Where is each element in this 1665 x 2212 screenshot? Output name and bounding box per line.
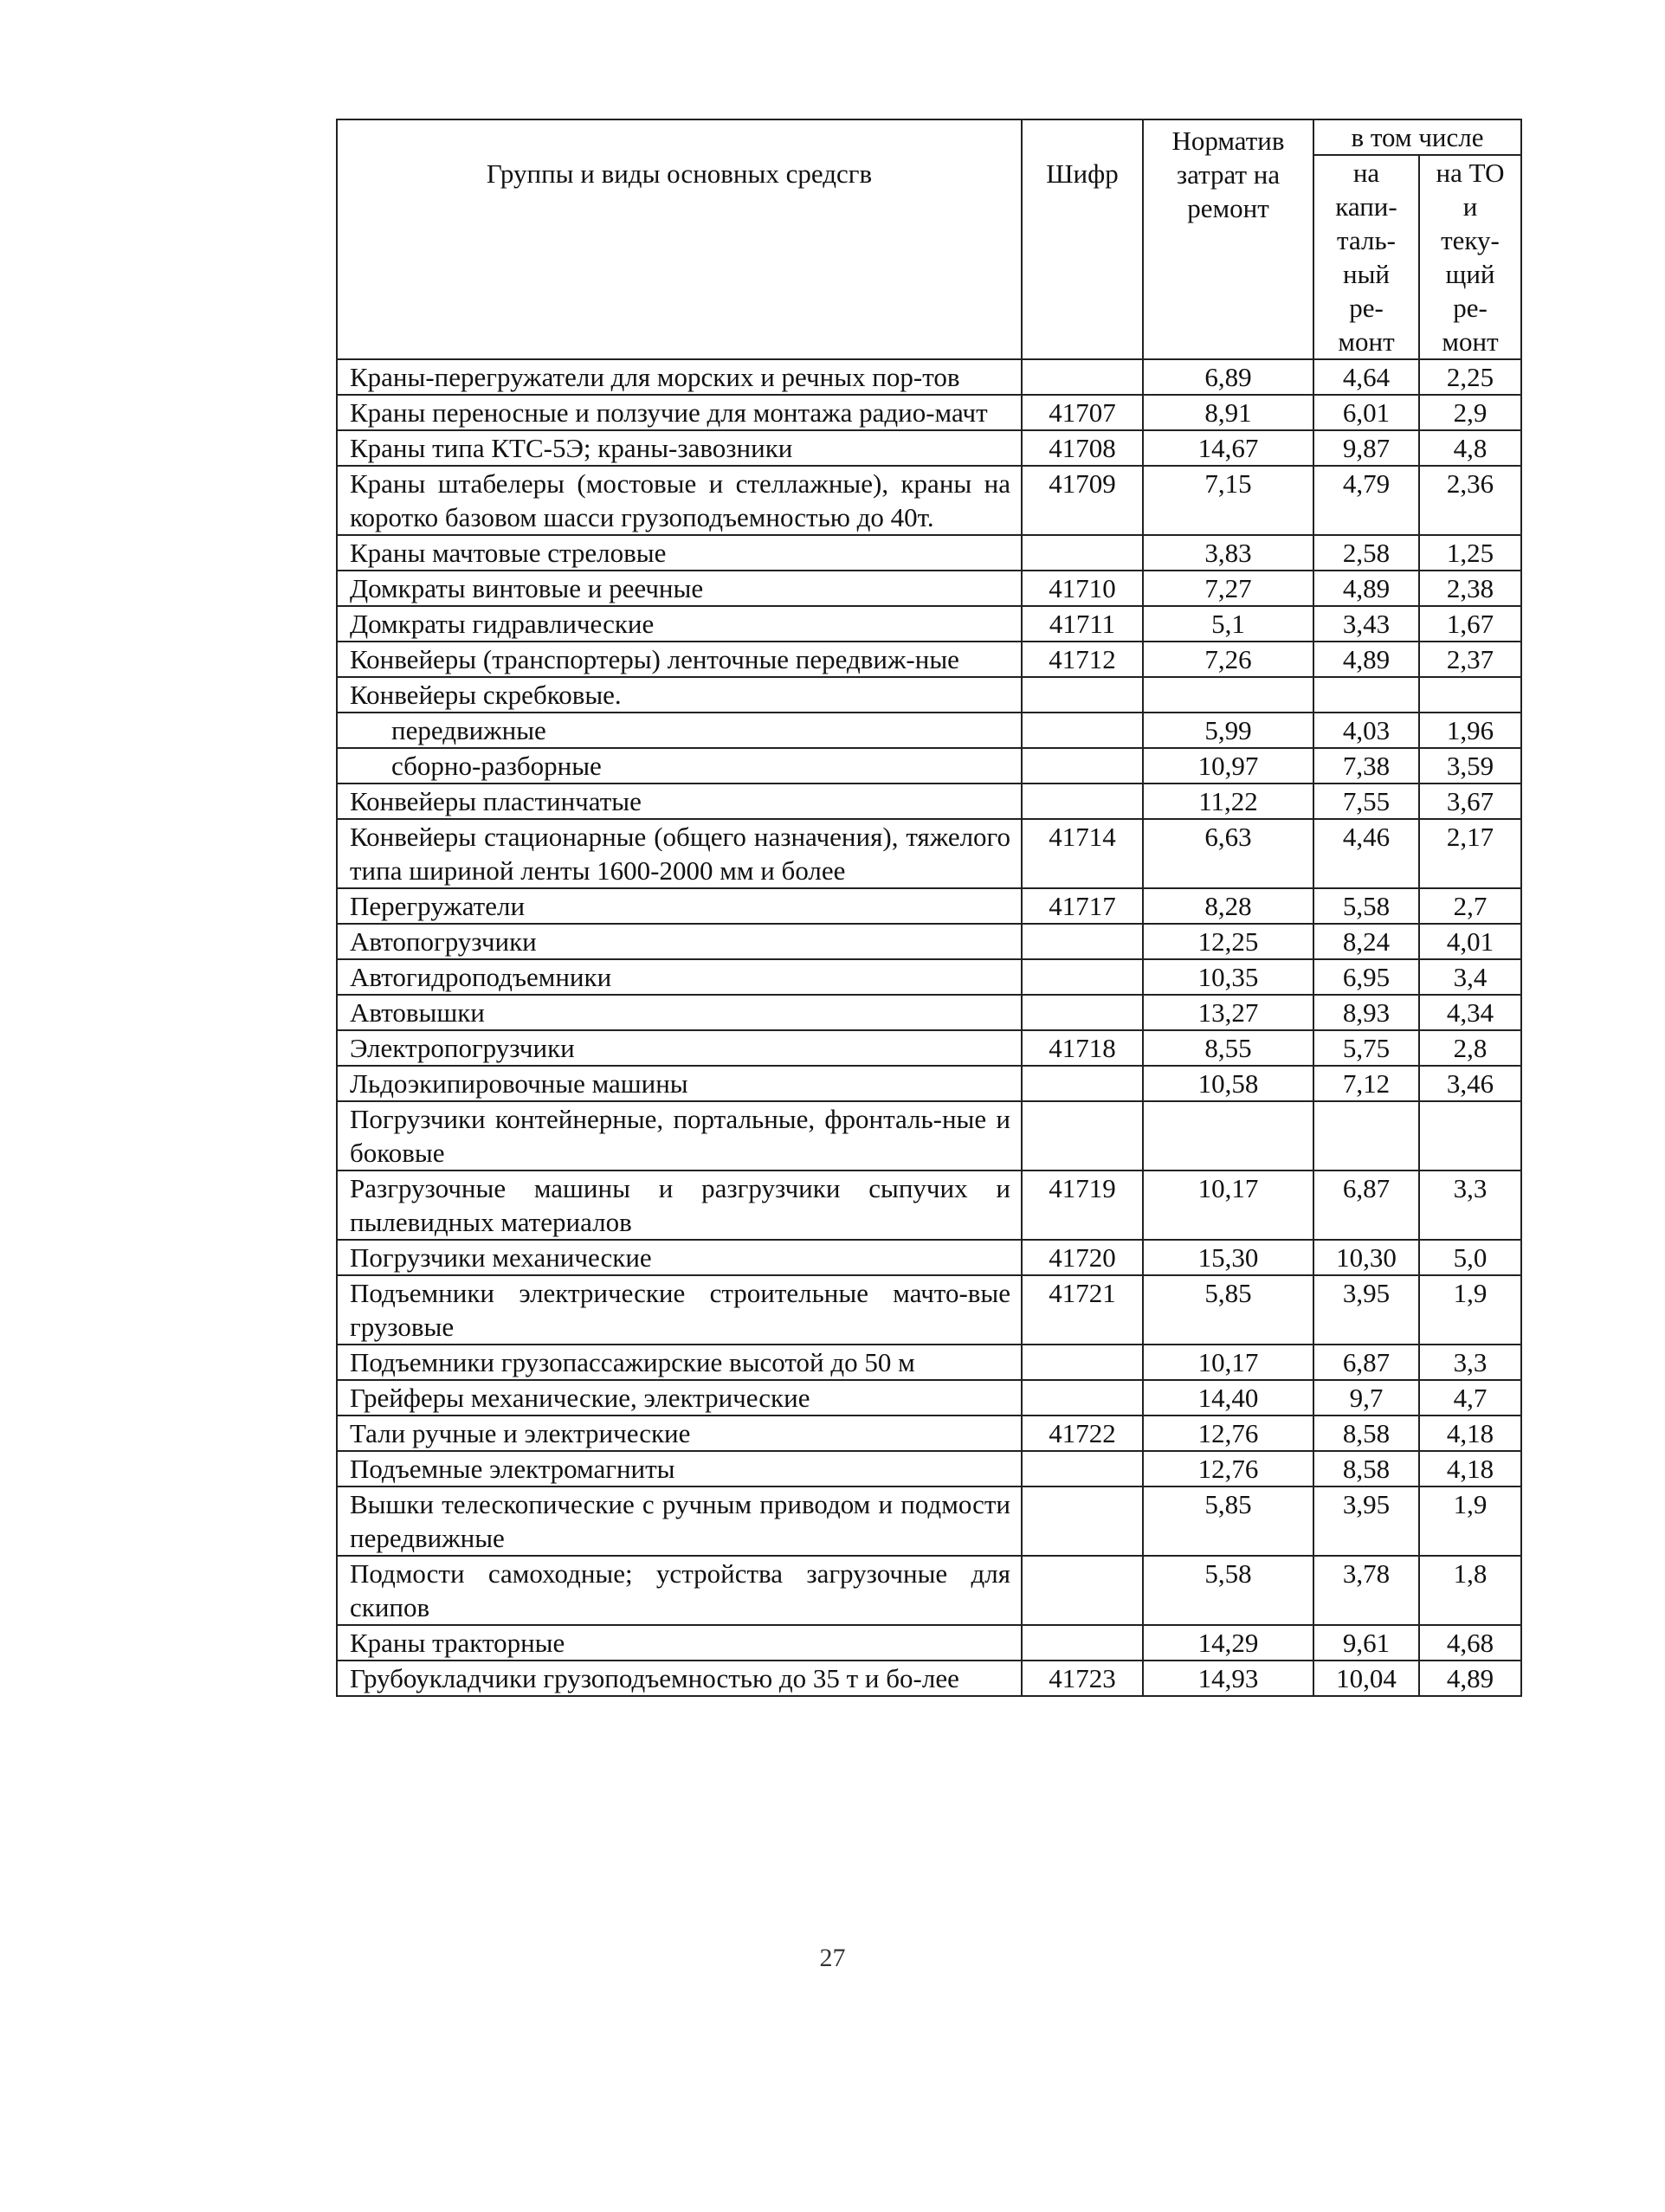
row-cipher: 41711: [1022, 606, 1143, 642]
row-name: Домкраты винтовые и реечные: [337, 571, 1022, 606]
table-row: [337, 713, 1521, 748]
row-cipher: [1022, 713, 1143, 748]
row-capital: 9,87: [1313, 430, 1419, 466]
row-name: Подмости самоходные; устройства загрузочные для скипов: [337, 1556, 1022, 1625]
row-capital: 10,04: [1313, 1661, 1419, 1696]
row-to: 1,67: [1419, 606, 1521, 642]
row-to: 2,9: [1419, 395, 1521, 430]
row-name: Грубоукладчики грузоподъемностью до 35 т и бо-лее: [337, 1661, 1022, 1696]
row-to: 3,3: [1419, 1345, 1521, 1380]
row-to: [1419, 1101, 1521, 1170]
row-norm: [1143, 1101, 1313, 1170]
table-row: [337, 1451, 1521, 1486]
row-cipher: 41714: [1022, 819, 1143, 888]
row-capital: 7,12: [1313, 1066, 1419, 1101]
table-row: [337, 888, 1521, 924]
row-capital: 6,95: [1313, 959, 1419, 995]
row-capital: 7,55: [1313, 784, 1419, 819]
table-row: [337, 1030, 1521, 1066]
row-to: 3,3: [1419, 1170, 1521, 1240]
row-to: 3,46: [1419, 1066, 1521, 1101]
row-norm: 11,22: [1143, 784, 1313, 819]
row-norm: 6,63: [1143, 819, 1313, 888]
row-capital: 9,61: [1313, 1625, 1419, 1661]
row-cipher: [1022, 677, 1143, 713]
row-name: Тали ручные и электрические: [337, 1416, 1022, 1451]
row-norm: 7,15: [1143, 466, 1313, 535]
row-cipher: 41712: [1022, 642, 1143, 677]
row-cipher: 41721: [1022, 1275, 1143, 1345]
table-row: [337, 1170, 1521, 1240]
row-to: 3,67: [1419, 784, 1521, 819]
row-norm: 14,40: [1143, 1380, 1313, 1416]
row-capital: 7,38: [1313, 748, 1419, 784]
row-to: 4,7: [1419, 1380, 1521, 1416]
row-norm: 7,27: [1143, 571, 1313, 606]
table-row: [337, 535, 1521, 571]
row-cipher: [1022, 1556, 1143, 1625]
row-capital: 8,93: [1313, 995, 1419, 1030]
row-name: Погрузчики контейнерные, портальные, фронталь-ные и боковые: [337, 1101, 1022, 1170]
row-cipher: 41722: [1022, 1416, 1143, 1451]
row-name: Домкраты гидравлические: [337, 606, 1022, 642]
row-capital: 4,03: [1313, 713, 1419, 748]
row-name: Краны переносные и ползучие для монтажа радио-мачт: [337, 395, 1022, 430]
row-capital: 4,79: [1313, 466, 1419, 535]
row-name: Конвейеры стационарные (общего назначения), тяжелого типа шириной ленты 1600-2000 мм и более: [337, 819, 1022, 888]
row-cipher: 41709: [1022, 466, 1143, 535]
row-norm: 5,58: [1143, 1556, 1313, 1625]
row-capital: 5,58: [1313, 888, 1419, 924]
table-row: [337, 1066, 1521, 1101]
row-cipher: 41717: [1022, 888, 1143, 924]
norms-table: [336, 119, 1522, 1697]
table-row: [337, 430, 1521, 466]
table-row: [337, 359, 1521, 395]
row-capital: 3,78: [1313, 1556, 1419, 1625]
table-row: [337, 466, 1521, 535]
row-cipher: 41710: [1022, 571, 1143, 606]
row-to: 4,8: [1419, 430, 1521, 466]
row-norm: 10,17: [1143, 1345, 1313, 1380]
row-norm: 14,93: [1143, 1661, 1313, 1696]
row-capital: 6,87: [1313, 1170, 1419, 1240]
row-capital: 6,01: [1313, 395, 1419, 430]
row-cipher: [1022, 1451, 1143, 1486]
row-cipher: [1022, 1101, 1143, 1170]
row-norm: 10,17: [1143, 1170, 1313, 1240]
row-capital: 2,58: [1313, 535, 1419, 571]
row-to: 2,38: [1419, 571, 1521, 606]
row-to: 1,9: [1419, 1275, 1521, 1345]
table-row: [337, 1101, 1521, 1170]
row-capital: 8,24: [1313, 924, 1419, 959]
row-norm: 10,35: [1143, 959, 1313, 995]
table-row: [337, 1380, 1521, 1416]
row-cipher: 41708: [1022, 430, 1143, 466]
row-norm: 10,58: [1143, 1066, 1313, 1101]
row-name: Вышки телескопические с ручным приводом и подмости передвижные: [337, 1486, 1022, 1556]
row-name: Электропогрузчики: [337, 1030, 1022, 1066]
row-norm: 3,83: [1143, 535, 1313, 571]
row-name: Льдоэкипировочные машины: [337, 1066, 1022, 1101]
norm-header: Норматив затрат на ремонт: [1143, 119, 1313, 359]
row-cipher: [1022, 1066, 1143, 1101]
row-cipher: 41718: [1022, 1030, 1143, 1066]
row-capital: 4,89: [1313, 571, 1419, 606]
row-capital: 3,43: [1313, 606, 1419, 642]
table-body: [337, 359, 1521, 1696]
row-name: Грейферы механические, электрические: [337, 1380, 1022, 1416]
row-name: Автопогрузчики: [337, 924, 1022, 959]
row-name: Конвейеры пластинчатые: [337, 784, 1022, 819]
table-row: [337, 677, 1521, 713]
row-name: Краны-перегружатели для морских и речных пор-тов: [337, 359, 1022, 395]
row-cipher: 41723: [1022, 1661, 1143, 1696]
row-to: 3,59: [1419, 748, 1521, 784]
row-capital: 8,58: [1313, 1451, 1419, 1486]
table-row: [337, 606, 1521, 642]
row-capital: [1313, 677, 1419, 713]
row-cipher: [1022, 959, 1143, 995]
row-norm: 5,1: [1143, 606, 1313, 642]
row-norm: 8,28: [1143, 888, 1313, 924]
row-norm: 8,91: [1143, 395, 1313, 430]
row-capital: 8,58: [1313, 1416, 1419, 1451]
table-row: [337, 784, 1521, 819]
row-capital: 4,64: [1313, 359, 1419, 395]
row-to: 2,8: [1419, 1030, 1521, 1066]
row-norm: 5,99: [1143, 713, 1313, 748]
row-cipher: [1022, 1380, 1143, 1416]
row-norm: 10,97: [1143, 748, 1313, 784]
table-row: [337, 924, 1521, 959]
table-row: [337, 1486, 1521, 1556]
row-to: 2,7: [1419, 888, 1521, 924]
row-to: 4,89: [1419, 1661, 1521, 1696]
row-name: Краны тракторные: [337, 1625, 1022, 1661]
table-row: [337, 959, 1521, 995]
row-capital: 4,46: [1313, 819, 1419, 888]
row-capital: 4,89: [1313, 642, 1419, 677]
row-norm: 14,29: [1143, 1625, 1313, 1661]
row-to: 4,18: [1419, 1451, 1521, 1486]
row-to: 3,4: [1419, 959, 1521, 995]
row-name: Автовышки: [337, 995, 1022, 1030]
row-cipher: 41719: [1022, 1170, 1143, 1240]
capital-repair-header: на капи-таль-ный ре-монт: [1313, 155, 1419, 359]
table-row: [337, 995, 1521, 1030]
table-row: [337, 1345, 1521, 1380]
row-norm: 12,25: [1143, 924, 1313, 959]
page-number: 27: [819, 1944, 846, 1972]
row-to: 2,36: [1419, 466, 1521, 535]
row-name: передвижные: [337, 713, 1022, 748]
row-name: Автогидроподъемники: [337, 959, 1022, 995]
including-header: в том числе: [1313, 119, 1521, 155]
row-to: 4,34: [1419, 995, 1521, 1030]
row-to: 2,25: [1419, 359, 1521, 395]
row-norm: 13,27: [1143, 995, 1313, 1030]
to-repair-header: на ТО и теку-щий ре-монт: [1419, 155, 1521, 359]
row-to: 2,17: [1419, 819, 1521, 888]
table-row: [337, 819, 1521, 888]
row-cipher: [1022, 1486, 1143, 1556]
table-row: [337, 1556, 1521, 1625]
row-capital: 5,75: [1313, 1030, 1419, 1066]
table-row: [337, 1275, 1521, 1345]
row-cipher: [1022, 1625, 1143, 1661]
table-row: [337, 571, 1521, 606]
row-norm: [1143, 677, 1313, 713]
row-capital: 10,30: [1313, 1240, 1419, 1275]
row-norm: 5,85: [1143, 1486, 1313, 1556]
row-norm: 7,26: [1143, 642, 1313, 677]
row-norm: 12,76: [1143, 1451, 1313, 1486]
row-cipher: [1022, 924, 1143, 959]
row-name: Перегружатели: [337, 888, 1022, 924]
row-name: Конвейеры скребковые.: [337, 677, 1022, 713]
row-to: 1,96: [1419, 713, 1521, 748]
row-capital: [1313, 1101, 1419, 1170]
row-cipher: [1022, 535, 1143, 571]
table-row: [337, 748, 1521, 784]
row-cipher: 41720: [1022, 1240, 1143, 1275]
row-to: 1,8: [1419, 1556, 1521, 1625]
row-to: 1,9: [1419, 1486, 1521, 1556]
row-name: Конвейеры (транспортеры) ленточные передвиж-ные: [337, 642, 1022, 677]
row-cipher: [1022, 995, 1143, 1030]
row-norm: 15,30: [1143, 1240, 1313, 1275]
row-to: 2,37: [1419, 642, 1521, 677]
table-row: [337, 1661, 1521, 1696]
row-norm: 12,76: [1143, 1416, 1313, 1451]
row-name: Подъемники электрические строительные мачто-вые грузовые: [337, 1275, 1022, 1345]
table-row: [337, 1240, 1521, 1275]
row-norm: 14,67: [1143, 430, 1313, 466]
row-cipher: [1022, 784, 1143, 819]
row-to: 4,01: [1419, 924, 1521, 959]
row-norm: 5,85: [1143, 1275, 1313, 1345]
row-cipher: [1022, 748, 1143, 784]
row-name: сборно-разборные: [337, 748, 1022, 784]
table-row: [337, 395, 1521, 430]
table-row: [337, 1625, 1521, 1661]
row-cipher: [1022, 359, 1143, 395]
row-name: Погрузчики механические: [337, 1240, 1022, 1275]
row-name: Подъемники грузопассажирские высотой до 50 м: [337, 1345, 1022, 1380]
table-row: [337, 1416, 1521, 1451]
row-to: 4,18: [1419, 1416, 1521, 1451]
cipher-header: Шифр: [1022, 119, 1143, 359]
row-to: 5,0: [1419, 1240, 1521, 1275]
row-name: Краны мачтовые стреловые: [337, 535, 1022, 571]
row-to: 4,68: [1419, 1625, 1521, 1661]
row-name: Подъемные электромагниты: [337, 1451, 1022, 1486]
row-capital: 9,7: [1313, 1380, 1419, 1416]
row-name: Разгрузочные машины и разгрузчики сыпучих и пылевидных материалов: [337, 1170, 1022, 1240]
row-name: Краны штабелеры (мостовые и стеллажные), краны на коротко базовом шасси грузоподъемностью до 40т.: [337, 466, 1022, 535]
row-norm: 6,89: [1143, 359, 1313, 395]
row-capital: 6,87: [1313, 1345, 1419, 1380]
row-cipher: [1022, 1345, 1143, 1380]
header-row: [337, 119, 1521, 155]
table-row: [337, 642, 1521, 677]
row-to: 1,25: [1419, 535, 1521, 571]
row-cipher: 41707: [1022, 395, 1143, 430]
row-norm: 8,55: [1143, 1030, 1313, 1066]
row-name: Краны типа КТС-5Э; краны-завозники: [337, 430, 1022, 466]
row-to: [1419, 677, 1521, 713]
row-capital: 3,95: [1313, 1275, 1419, 1345]
group-header: Группы и виды основных средсгв: [337, 119, 1022, 359]
row-capital: 3,95: [1313, 1486, 1419, 1556]
